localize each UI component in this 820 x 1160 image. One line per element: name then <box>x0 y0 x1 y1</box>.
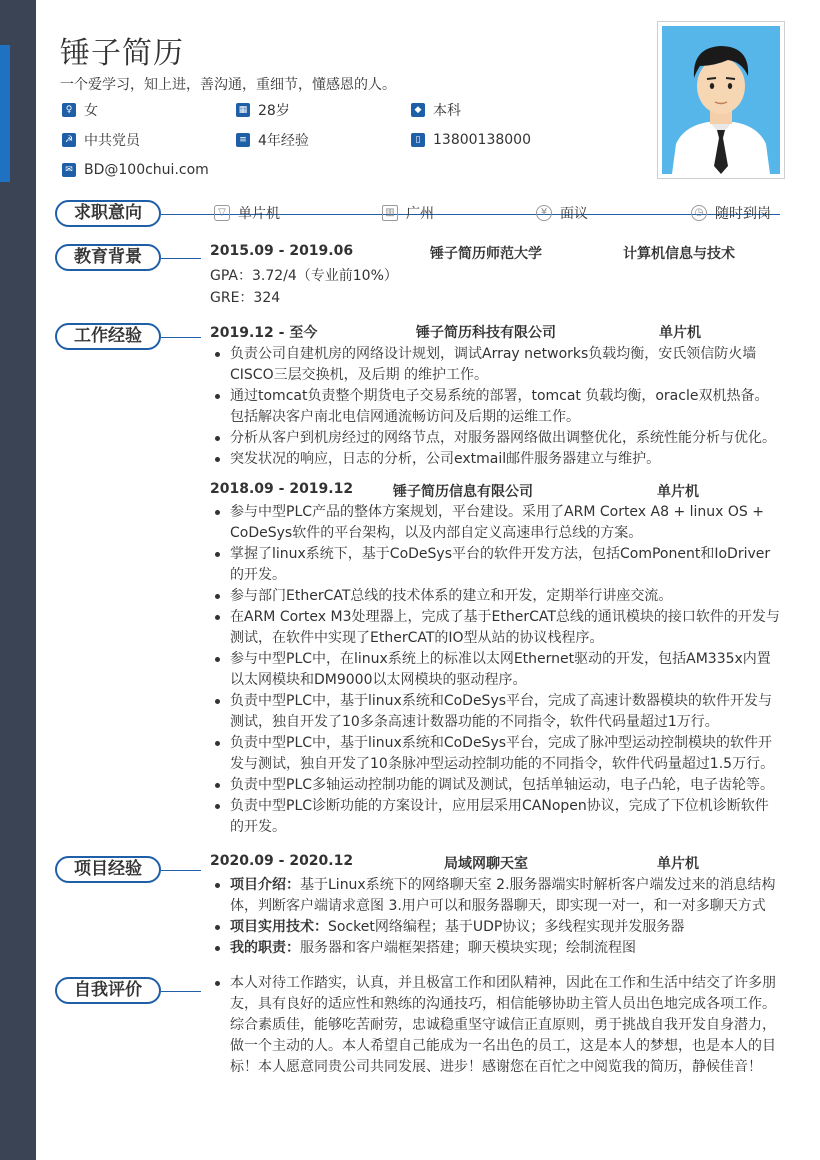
work-1-period: 2019.12 - 至今 <box>210 325 318 341</box>
self-evaluation <box>212 973 780 1078</box>
section-title-project: 项目经验 <box>55 856 161 883</box>
list-item: 负责中型PLC中，基于linux系统和CoDeSys平台，完成了高速计数器模块的软件开发与测试，独自开发了10多条高速计数器功能的不同指令，软件代码量超过1万行。 <box>212 691 780 733</box>
list-item: 负责中型PLC诊断功能的方案设计，应用层采用CANopen协议，完成了下位机诊断软件的开发。 <box>212 796 780 838</box>
info-degree <box>411 101 461 119</box>
graduation-cap-icon: ◆ <box>411 103 425 117</box>
envelope-icon: ✉ <box>62 163 76 177</box>
calendar-icon: ▦ <box>236 103 250 117</box>
gender-icon: ♀ <box>62 103 76 117</box>
list-item: 负责中型PLC多轴运动控制功能的调试及测试，包括单轴运动，电子凸轮，电子齿轮等。 <box>212 775 780 796</box>
section-title-self: 自我评价 <box>55 977 161 1004</box>
info-politics <box>62 131 140 149</box>
section-title-intent: 求职意向 <box>55 200 161 227</box>
info-experience <box>236 131 309 149</box>
work-2-role: 单片机 <box>657 484 699 500</box>
project-tech-label: 项目实用技术： <box>230 919 328 935</box>
education-gpa: GPA：3.72/4（专业前10%） <box>210 268 398 284</box>
tagline: 一个爱学习，知上进，善沟通，重细节，懂感恩的人。 <box>60 77 396 93</box>
self-divider <box>161 991 201 992</box>
education-divider <box>161 258 201 259</box>
project-name: 局域网聊天室 <box>444 856 528 872</box>
education-major: 计算机信息与技术 <box>623 246 735 262</box>
yen-icon: ¥ <box>536 205 552 221</box>
list-item: 掌握了linux系统下，基于CoDeSys平台的软件开发方法，包括ComPonent和IoDriver的开发。 <box>212 544 780 586</box>
resume-name: 锤子简历 <box>60 36 184 71</box>
list-item: 参与中型PLC中，在linux系统上的标准以太网Ethernet驱动的开发，包括AM335x内置以太网模块和DM9000以太网模块的驱动程序。 <box>212 649 780 691</box>
list-item: 参与部门EtherCAT总线的技术体系的建立和开发，定期举行讲座交流。 <box>212 586 780 607</box>
project-role: 单片机 <box>657 856 699 872</box>
project-period: 2020.09 - 2020.12 <box>210 853 354 869</box>
building-icon: ▥ <box>382 205 398 221</box>
intent-availability-value: 随时到岗 <box>715 206 771 222</box>
party-emblem-icon: ☭ <box>62 133 76 147</box>
list-item: 本人对待工作踏实，认真，并且极富工作和团队精神，因此在工作和生活中结交了许多朋友，具有良好的适应性和熟练的沟通技巧，相信能够协助主管人员出色地完成各项工作。综合素质佳，能够吃苦耐劳，忠诚稳重坚守诚信正直原则，勇于挑战自我开发自身潜力，做一个主动的人。本人希望自己能成为一名出色的员工，这是本人的梦想，也是本人的目标！本人愿意同贵公司共同发展、进步！感谢您在百忙之中阅览我的简历，静候佳音！ <box>212 973 780 1078</box>
list-item: 突发状况的响应，日志的分析，公司extmail邮件服务器建立与维护。 <box>212 449 780 470</box>
list-item: 参与中型PLC产品的整体方案规划，平台建设。采用了ARM Cortex A8 + linux OS + CoDeSys软件的平台架构，以及内部自定义高速串行总线的方案。 <box>212 502 780 544</box>
document-icon: ≡ <box>236 133 250 147</box>
intent-salary <box>536 203 588 223</box>
section-title-work: 工作经验 <box>55 323 161 350</box>
work-1-company: 锤子简历科技有限公司 <box>416 325 556 341</box>
project-divider <box>161 870 201 871</box>
intent-position-value: 单片机 <box>238 206 280 222</box>
list-item <box>212 917 780 938</box>
work-2-company: 锤子简历信息有限公司 <box>393 484 533 500</box>
profile-photo-frame <box>657 21 785 179</box>
project-duty-label: 我的职责： <box>230 940 300 956</box>
tie-icon: ▽ <box>214 205 230 221</box>
project-tech-text: Socket网络编程；基于UDP协议；多线程实现并发服务器 <box>328 919 685 935</box>
intent-city <box>382 203 434 223</box>
work-2-duties <box>212 502 780 838</box>
email-value: BD@100chui.com <box>84 162 209 178</box>
list-item: 在ARM Cortex M3处理器上，完成了基于EtherCAT总线的通讯模块的接口软件的开发与测试，在软件中实现了EtherCAT的IO型从站的协议栈程序。 <box>212 607 780 649</box>
info-email <box>62 161 209 179</box>
list-item: 分析从客户到机房经过的网络节点，对服务器网络做出调整优化，系统性能分析与优化。 <box>212 428 780 449</box>
list-item: 负责公司自建机房的网络设计规划，调试Array networks负载均衡，安氏领信防火墙 CISCO三层交换机，及后期 的维护工作。 <box>212 344 780 386</box>
education-school: 锤子简历师范大学 <box>430 246 542 262</box>
work-1-duties <box>212 344 780 470</box>
avatar-illustration <box>662 26 780 174</box>
gender-value: 女 <box>84 103 98 119</box>
intent-salary-value: 面议 <box>560 206 588 222</box>
clock-icon: ◷ <box>691 205 707 221</box>
list-item <box>212 875 780 917</box>
intent-city-value: 广州 <box>406 206 434 222</box>
phone-icon: ▯ <box>411 133 425 147</box>
list-item: 负责中型PLC中，基于linux系统和CoDeSys平台，完成了脉冲型运动控制模块的软件开发与测试，独自开发了10条脉冲型运动控制功能的不同指令，软件代码量超过1.5万行。 <box>212 733 780 775</box>
info-age <box>236 101 290 119</box>
politics-value: 中共党员 <box>84 133 140 149</box>
experience-value: 4年经验 <box>258 133 309 149</box>
education-period: 2015.09 - 2019.06 <box>210 243 354 259</box>
intent-position <box>214 203 280 223</box>
degree-value: 本科 <box>433 103 461 119</box>
info-gender <box>62 101 98 119</box>
education-gre: GRE：324 <box>210 290 281 306</box>
list-item: 通过tomcat负责整个期货电子交易系统的部署，tomcat 负载均衡，oracle双机热备。包括解决客户南北电信网通流畅访问及后期的运维工作。 <box>212 386 780 428</box>
project-duty-text: 服务器和客户端框架搭建；聊天模块实现；绘制流程图 <box>300 940 636 956</box>
project-intro-label: 项目介绍： <box>230 877 300 893</box>
list-item <box>212 938 780 959</box>
project-details <box>212 875 780 959</box>
age-value: 28岁 <box>258 103 290 119</box>
project-intro-text: 基于Linux系统下的网络聊天室 2.服务器端实时解析客户端发过来的消息结构体，判断客户端请求意图 3.用户可以和服务器聊天，即实现一对一，和一对多聊天方式 <box>230 877 776 914</box>
sidebar-accent-bar <box>0 45 10 182</box>
work-1-role: 单片机 <box>659 325 701 341</box>
avatar <box>662 26 780 174</box>
info-phone <box>411 131 531 149</box>
intent-availability <box>691 203 771 223</box>
phone-value: 13800138000 <box>433 132 531 148</box>
work-divider <box>161 337 201 338</box>
work-2-period: 2018.09 - 2019.12 <box>210 481 354 497</box>
section-title-education: 教育背景 <box>55 244 161 271</box>
